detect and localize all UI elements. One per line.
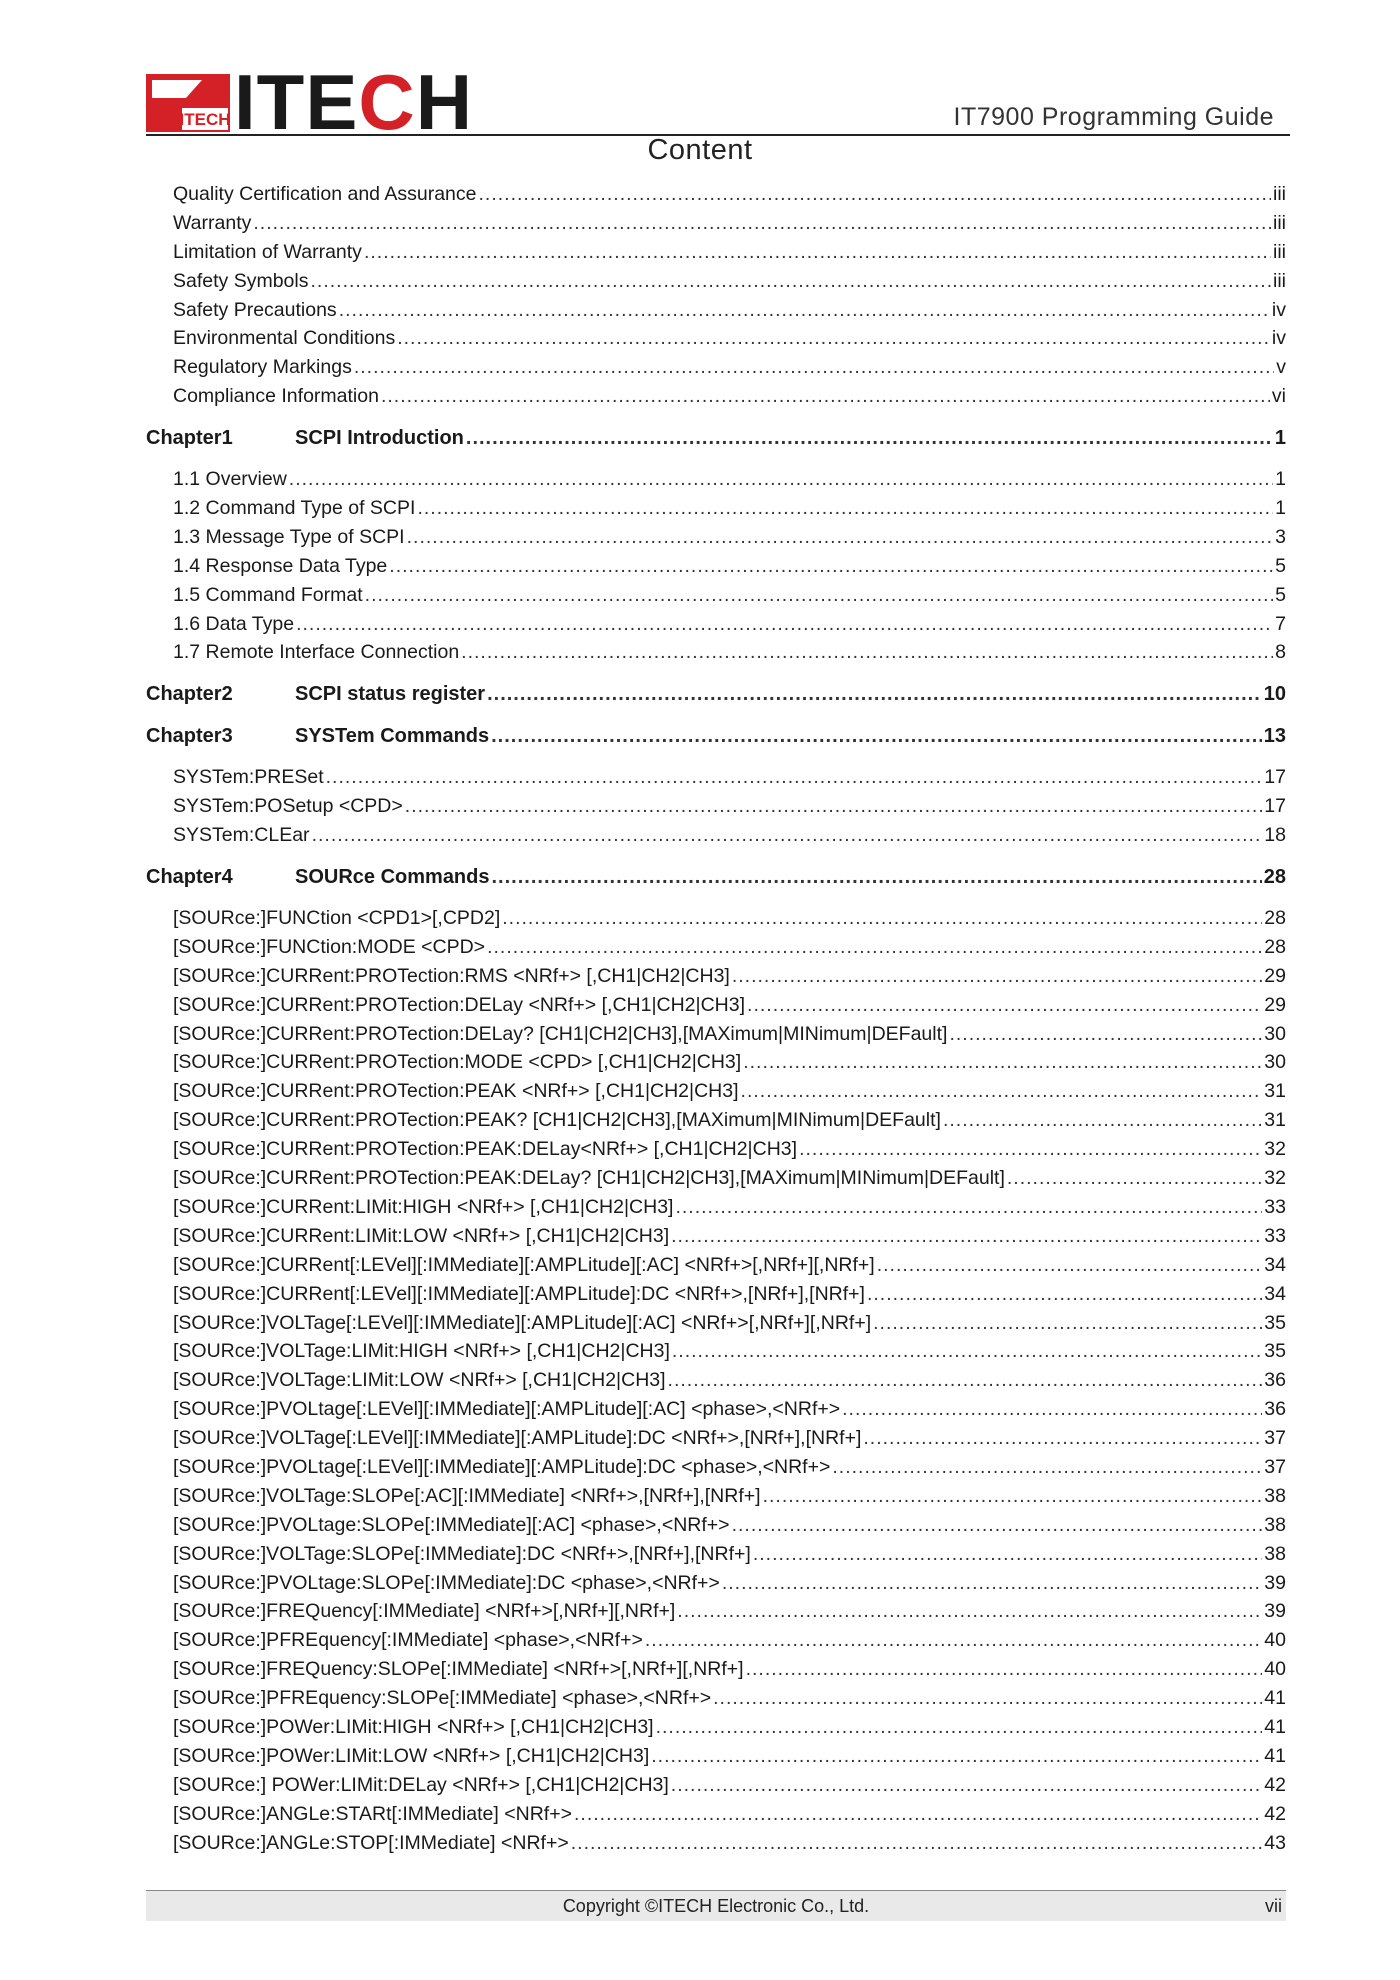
toc-entry-label: [SOURce:]CURRent:PROTection:RMS <NRf+> [,CH1|CH2|CH3]	[173, 964, 730, 987]
leader-dots	[296, 610, 1273, 639]
front-matter-list	[146, 180, 1286, 411]
chapter-number: Chapter2	[146, 683, 233, 706]
toc-entry[interactable]	[146, 324, 1286, 353]
page-header	[146, 58, 1290, 146]
toc-entry-label: 1.5 Command Format	[173, 583, 363, 606]
leader-dots	[873, 1309, 1262, 1338]
page-number: 41	[1264, 1744, 1286, 1767]
toc-entry-label: [SOURce:]VOLTage:LIMit:LOW <NRf+> [,CH1|CH2|CH3]	[173, 1369, 666, 1392]
page-number: 30	[1264, 1022, 1286, 1045]
leader-dots	[763, 1482, 1263, 1511]
page-number: 38	[1264, 1484, 1286, 1507]
leader-dots	[389, 552, 1273, 581]
toc-entry-label: [SOURce:]PVOLtage[:LEVel][:IMMediate][:AMPLitude]:DC <phase>,<NRf+>	[173, 1455, 831, 1478]
leader-dots	[491, 721, 1262, 751]
leader-dots	[943, 1106, 1262, 1135]
logo-word-part: ITE	[234, 58, 359, 146]
copyright-text: Copyright ©ITECH Electronic Co., Ltd.	[562, 1896, 870, 1916]
toc-entry[interactable]	[146, 1106, 1286, 1135]
page-number: 8	[1275, 641, 1286, 664]
logo-word-accent: C	[358, 58, 416, 146]
toc-entry[interactable]	[146, 1135, 1286, 1164]
page-number: 42	[1264, 1773, 1286, 1796]
leader-dots	[365, 581, 1273, 610]
toc-entry[interactable]	[146, 1395, 1286, 1424]
page-number: 39	[1264, 1600, 1286, 1623]
page-number: 34	[1264, 1253, 1286, 1276]
toc-entry-label: [SOURce:]PFREquency[:IMMediate] <phase>,<NRf+>	[173, 1629, 643, 1652]
page-number: 38	[1264, 1542, 1286, 1565]
toc-entry[interactable]	[146, 494, 1286, 523]
leader-dots	[417, 494, 1273, 523]
leader-dots	[863, 1424, 1262, 1453]
leader-dots	[339, 296, 1270, 325]
toc-entry[interactable]	[146, 1684, 1286, 1713]
toc-entry-label: [SOURce:]CURRent:PROTection:PEAK <NRf+> [,CH1|CH2|CH3]	[173, 1080, 739, 1103]
toc-entry[interactable]	[146, 1569, 1286, 1598]
leader-dots	[799, 1135, 1262, 1164]
leader-dots	[326, 763, 1263, 792]
itech-logo-mark	[146, 74, 230, 132]
toc-entry-label: [SOURce:]VOLTage:LIMit:HIGH <NRf+> [,CH1|CH2|CH3]	[173, 1340, 670, 1363]
toc-entry[interactable]	[146, 821, 1286, 850]
toc-entry[interactable]	[146, 1597, 1286, 1626]
toc-entry[interactable]	[146, 209, 1286, 238]
toc-entry-label: [SOURce:]CURRent:PROTection:PEAK? [CH1|CH2|CH3],[MAXimum|MINimum|DEFault]	[173, 1109, 941, 1132]
toc-entry-label: [SOURce:]VOLTage:SLOPe[:AC][:IMMediate] <NRf+>,[NRf+],[NRf+]	[173, 1484, 761, 1507]
logo-small-text: ITECH	[179, 110, 230, 129]
leader-dots	[487, 933, 1262, 962]
page-number: 1	[1275, 497, 1286, 520]
toc-entry-label: [SOURce:]CURRent:LIMit:HIGH <NRf+> [,CH1|CH2|CH3]	[173, 1195, 674, 1218]
toc-entry[interactable]	[146, 933, 1286, 962]
page-number: 5	[1275, 583, 1286, 606]
leader-dots	[747, 991, 1262, 1020]
page-number: 32	[1264, 1138, 1286, 1161]
itech-logo	[146, 58, 474, 146]
toc-entry-label: [SOURce:]FUNCtion <CPD1>[,CPD2]	[173, 907, 501, 930]
leader-dots	[571, 1829, 1263, 1858]
leader-dots	[949, 1020, 1262, 1049]
page-number: iv	[1271, 298, 1286, 321]
toc-entry[interactable]	[146, 1540, 1286, 1569]
toc-entry-label: Safety Precautions	[173, 298, 337, 321]
toc-entry[interactable]	[146, 1829, 1286, 1858]
table-of-contents	[146, 180, 1286, 1857]
page-number: 17	[1264, 795, 1286, 818]
toc-entry[interactable]	[146, 552, 1286, 581]
toc-entry[interactable]	[146, 267, 1286, 296]
toc-entry-label: [SOURce:]CURRent[:LEVel][:IMMediate][:AMPLitude]:DC <NRf+>,[NRf+],[NRf+]	[173, 1282, 865, 1305]
toc-entry-label: SYSTem:POSetup <CPD>	[173, 795, 403, 818]
toc-entry-label: 1.1 Overview	[173, 468, 287, 491]
page-number: 43	[1264, 1831, 1286, 1854]
page-number: 33	[1264, 1195, 1286, 1218]
toc-entry[interactable]	[146, 904, 1286, 933]
toc-entry[interactable]	[146, 523, 1286, 552]
chapter-title: SCPI Introduction	[295, 427, 464, 450]
toc-entry[interactable]	[146, 353, 1286, 382]
toc-entry[interactable]	[146, 382, 1286, 411]
toc-entry[interactable]	[146, 962, 1286, 991]
leader-dots	[746, 1655, 1263, 1684]
toc-entry-label: Limitation of Warranty	[173, 240, 362, 263]
toc-chapter-4[interactable]	[146, 862, 1286, 892]
leader-dots	[732, 1511, 1263, 1540]
leader-dots	[253, 209, 1271, 238]
toc-entry-label: [SOURce:]PVOLtage:SLOPe[:IMMediate][:AC] <phase>,<NRf+>	[173, 1513, 730, 1536]
toc-entry[interactable]	[146, 1048, 1286, 1077]
page-number: 37	[1264, 1455, 1286, 1478]
footer-page-number: vii	[1265, 1896, 1282, 1916]
guide-title: IT7900 Programming Guide	[953, 103, 1274, 131]
toc-entry-label: SYSTem:CLEar	[173, 824, 310, 847]
leader-dots	[672, 1337, 1262, 1366]
page-number: vi	[1271, 385, 1286, 408]
page-number: 28	[1264, 935, 1286, 958]
chapter-title: SYSTem Commands	[295, 725, 490, 748]
toc-entry-label: [SOURce:]VOLTage[:LEVel][:IMMediate][:AMPLitude][:AC] <NRf+>[,NRf+][,NRf+]	[173, 1311, 872, 1334]
page-number: 29	[1264, 993, 1286, 1016]
page-number: 36	[1264, 1398, 1286, 1421]
toc-entry-label: [SOURce:]PFREquency:SLOPe[:IMMediate] <phase>,<NRf+>	[173, 1687, 712, 1710]
toc-entry[interactable]	[146, 792, 1286, 821]
toc-entry-label: [SOURce:]PVOLtage:SLOPe[:IMMediate]:DC <phase>,<NRf+>	[173, 1571, 720, 1594]
toc-entry-label: [SOURce:]ANGLe:STARt[:IMMediate] <NRf+>	[173, 1802, 572, 1825]
toc-entry[interactable]	[146, 581, 1286, 610]
leader-dots	[289, 465, 1273, 494]
leader-dots	[310, 267, 1271, 296]
page-number: 40	[1264, 1629, 1286, 1652]
toc-entry-label: [SOURce:]CURRent[:LEVel][:IMMediate][:AMPLitude][:AC] <NRf+>[,NRf+][,NRf+]	[173, 1253, 875, 1276]
leader-dots	[675, 1193, 1262, 1222]
chapter-3-items	[146, 763, 1286, 850]
page-number: iii	[1273, 240, 1286, 263]
toc-entry-label: 1.6 Data Type	[173, 612, 295, 635]
toc-entry-label: [SOURce:]POWer:LIMit:LOW <NRf+> [,CH1|CH2|CH3]	[173, 1744, 650, 1767]
leader-dots	[832, 1453, 1262, 1482]
toc-entry[interactable]	[146, 1251, 1286, 1280]
toc-entry[interactable]	[146, 991, 1286, 1020]
toc-entry[interactable]	[146, 180, 1286, 209]
chapter-4-items	[146, 904, 1286, 1857]
toc-entry[interactable]	[146, 1309, 1286, 1338]
logo-word-part: H	[415, 58, 474, 146]
toc-entry-label: [SOURce:]POWer:LIMit:HIGH <NRf+> [,CH1|CH2|CH3]	[173, 1715, 654, 1738]
toc-entry[interactable]	[146, 763, 1286, 792]
toc-entry[interactable]	[146, 465, 1286, 494]
chapter-title: SOURce Commands	[295, 866, 490, 889]
toc-entry-label: 1.7 Remote Interface Connection	[173, 641, 460, 664]
toc-entry-label: [SOURce:]FREQuency:SLOPe[:IMMediate] <NRf+>[,NRf+][,NRf+]	[173, 1658, 744, 1681]
page-number: 37	[1264, 1427, 1286, 1450]
page-number: 28	[1264, 907, 1286, 930]
leader-dots	[405, 792, 1263, 821]
leader-dots	[867, 1280, 1262, 1309]
page-number: 32	[1264, 1167, 1286, 1190]
toc-entry[interactable]	[146, 1511, 1286, 1540]
toc-entry[interactable]	[146, 1366, 1286, 1395]
page-number: iii	[1273, 183, 1286, 205]
page-number: 17	[1264, 766, 1286, 789]
toc-entry-label: 1.3 Message Type of SCPI	[173, 525, 405, 548]
leader-dots	[713, 1684, 1262, 1713]
toc-entry[interactable]	[146, 1742, 1286, 1771]
leader-dots	[671, 1222, 1262, 1251]
leader-dots	[407, 523, 1274, 552]
toc-entry[interactable]	[146, 1424, 1286, 1453]
leader-dots	[668, 1366, 1263, 1395]
page-number: 36	[1264, 1369, 1286, 1392]
toc-entry-label: [SOURce:]CURRent:PROTection:MODE <CPD> [,CH1|CH2|CH3]	[173, 1051, 742, 1074]
leader-dots	[656, 1713, 1263, 1742]
page-number: 31	[1264, 1080, 1286, 1103]
toc-entry[interactable]	[146, 1800, 1286, 1829]
toc-entry[interactable]	[146, 296, 1286, 325]
page-number: 41	[1264, 1687, 1286, 1710]
page-number: 5	[1275, 554, 1286, 577]
toc-entry-label: [SOURce:]PVOLtage[:LEVel][:IMMediate][:AMPLitude][:AC] <phase>,<NRf+>	[173, 1398, 841, 1421]
toc-entry-label: [SOURce:]VOLTage[:LEVel][:IMMediate][:AMPLitude]:DC <NRf+>,[NRf+],[NRf+]	[173, 1427, 862, 1450]
chapter-number: Chapter3	[146, 725, 233, 748]
page-number: iii	[1273, 269, 1286, 292]
toc-entry[interactable]	[146, 1713, 1286, 1742]
toc-entry-label: [SOURce:] POWer:LIMit:DELay <NRf+> [,CH1|CH2|CH3]	[173, 1773, 669, 1796]
page-number: 31	[1264, 1109, 1286, 1132]
page-number: 38	[1264, 1513, 1286, 1536]
toc-entry-label: [SOURce:]CURRent:PROTection:DELay <NRf+> [,CH1|CH2|CH3]	[173, 993, 746, 1016]
leader-dots	[651, 1742, 1262, 1771]
toc-chapter-2[interactable]	[146, 679, 1286, 709]
leader-dots	[877, 1251, 1263, 1280]
leader-dots	[381, 382, 1270, 411]
chapter-title: SCPI status register	[295, 683, 486, 706]
leader-dots	[671, 1771, 1263, 1800]
toc-entry[interactable]	[146, 1020, 1286, 1049]
toc-entry[interactable]	[146, 1193, 1286, 1222]
toc-entry[interactable]	[146, 1164, 1286, 1193]
leader-dots	[502, 904, 1262, 933]
chapter-number: Chapter1	[146, 427, 233, 450]
leader-dots	[1007, 1164, 1262, 1193]
leader-dots	[487, 679, 1262, 709]
page-number: iv	[1271, 327, 1286, 350]
toc-entry[interactable]	[146, 610, 1286, 639]
page-number: 13	[1263, 725, 1286, 748]
toc-entry[interactable]	[146, 638, 1286, 667]
leader-dots	[461, 638, 1273, 667]
toc-entry-label: [SOURce:]CURRent:PROTection:PEAK:DELay<NRf+> [,CH1|CH2|CH3]	[173, 1138, 798, 1161]
leader-dots	[753, 1540, 1262, 1569]
leader-dots	[466, 423, 1273, 453]
page-number: 42	[1264, 1802, 1286, 1825]
page-number: 3	[1275, 525, 1286, 548]
leader-dots	[574, 1800, 1262, 1829]
leader-dots	[479, 180, 1272, 209]
leader-dots	[842, 1395, 1262, 1424]
toc-entry-label: 1.2 Command Type of SCPI	[173, 497, 416, 520]
toc-entry[interactable]	[146, 1222, 1286, 1251]
toc-entry-label: [SOURce:]VOLTage:SLOPe[:IMMediate]:DC <NRf+>,[NRf+],[NRf+]	[173, 1542, 751, 1565]
logo-wordmark	[234, 58, 474, 146]
toc-entry-label: Environmental Conditions	[173, 327, 396, 350]
toc-entry[interactable]	[146, 1482, 1286, 1511]
toc-entry[interactable]	[146, 238, 1286, 267]
leader-dots	[645, 1626, 1262, 1655]
leader-dots	[722, 1569, 1262, 1598]
page-number: iii	[1273, 211, 1286, 234]
page-number: 1	[1274, 427, 1286, 450]
toc-entry-label: [SOURce:]FREQuency[:IMMediate] <NRf+>[,NRf+][,NRf+]	[173, 1600, 676, 1623]
page-number: 40	[1264, 1658, 1286, 1681]
toc-entry-label: SYSTem:PRESet	[173, 766, 324, 789]
toc-entry[interactable]	[146, 1771, 1286, 1800]
page-number: 29	[1264, 964, 1286, 987]
toc-entry-label: [SOURce:]CURRent:LIMit:LOW <NRf+> [,CH1|CH2|CH3]	[173, 1224, 670, 1247]
page-number: 28	[1263, 866, 1286, 889]
toc-chapter-1[interactable]	[146, 423, 1286, 453]
leader-dots	[364, 238, 1271, 267]
toc-entry[interactable]	[146, 1655, 1286, 1684]
toc-entry-label: Compliance Information	[173, 385, 379, 408]
page-number: 7	[1275, 612, 1286, 635]
leader-dots	[732, 962, 1262, 991]
toc-entry-label: [SOURce:]ANGLe:STOP[:IMMediate] <NRf+>	[173, 1831, 569, 1854]
page-number: v	[1276, 356, 1286, 379]
toc-entry-label: 1.4 Response Data Type	[173, 554, 388, 577]
toc-entry[interactable]	[146, 1626, 1286, 1655]
toc-entry-label: [SOURce:]FUNCtion:MODE <CPD>	[173, 935, 486, 958]
page-number: 18	[1264, 824, 1286, 847]
toc-entry[interactable]	[146, 1453, 1286, 1482]
toc-entry-label: Warranty	[173, 211, 252, 234]
leader-dots	[312, 821, 1263, 850]
toc-entry-label: Safety Symbols	[173, 269, 309, 292]
leader-dots	[492, 862, 1262, 892]
toc-entry[interactable]	[146, 1077, 1286, 1106]
chapter-1-items	[146, 465, 1286, 667]
toc-entry-label: Quality Certification and Assurance	[173, 183, 477, 205]
page-number: 39	[1264, 1571, 1286, 1594]
page-number: 30	[1264, 1051, 1286, 1074]
leader-dots	[741, 1077, 1263, 1106]
chapter-number: Chapter4	[146, 866, 233, 889]
page-number: 41	[1264, 1715, 1286, 1738]
page-number: 34	[1264, 1282, 1286, 1305]
leader-dots	[677, 1597, 1262, 1626]
leader-dots	[354, 353, 1274, 382]
page-number: 35	[1264, 1311, 1286, 1334]
toc-entry-label: Regulatory Markings	[173, 356, 352, 379]
toc-entry[interactable]	[146, 1280, 1286, 1309]
leader-dots	[743, 1048, 1262, 1077]
leader-dots	[397, 324, 1270, 353]
page-number: 10	[1263, 683, 1286, 706]
page-number: 35	[1264, 1340, 1286, 1363]
page-footer	[146, 1890, 1286, 1921]
page-number: 33	[1264, 1224, 1286, 1247]
content-title: Content	[647, 134, 753, 166]
toc-chapter-3[interactable]	[146, 721, 1286, 751]
toc-entry-label: [SOURce:]CURRent:PROTection:DELay? [CH1|CH2|CH3],[MAXimum|MINimum|DEFault]	[173, 1022, 948, 1045]
toc-entry[interactable]	[146, 1337, 1286, 1366]
toc-entry-label: [SOURce:]CURRent:PROTection:PEAK:DELay? [CH1|CH2|CH3],[MAXimum|MINimum|DEFault]	[173, 1167, 1005, 1190]
page-number: 1	[1275, 468, 1286, 491]
